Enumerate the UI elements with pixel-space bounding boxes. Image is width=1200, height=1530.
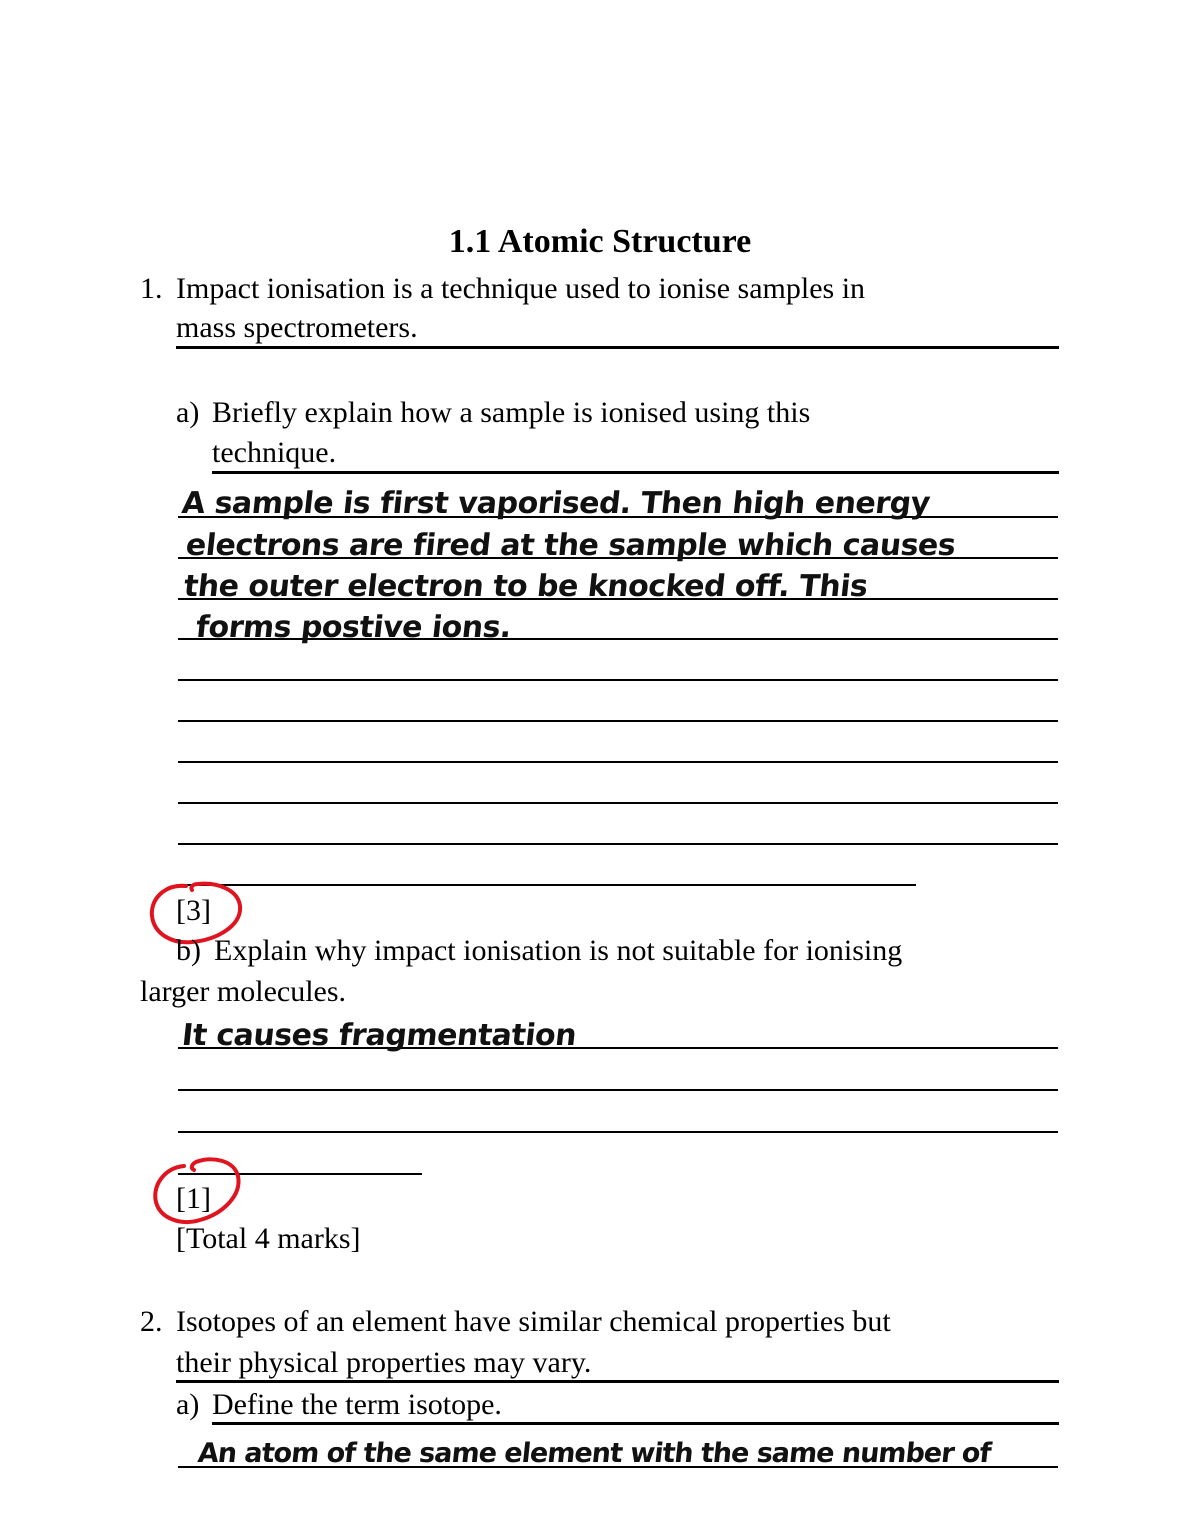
writing-line [178, 884, 916, 886]
writing-line [178, 1089, 1058, 1091]
q2-stem-line2: their physical properties may vary. [176, 1346, 592, 1379]
q2a-prompt: Define the term isotope. [212, 1388, 502, 1421]
q1b-prompt-line2: larger molecules. [140, 975, 347, 1008]
q1b-mark-circle-icon [150, 1156, 246, 1228]
writing-line [178, 843, 1058, 845]
q1a-answer-line3: the outer electron to be knocked off. This [182, 569, 870, 604]
q2-stem-line1: Isotopes of an element have similar chemical properties but [176, 1305, 891, 1338]
q1a-prompt-line2: technique. [212, 436, 337, 469]
q1-stem-underline [176, 346, 1059, 349]
q1a-answer-line1: A sample is first vaporised. Then high energy [180, 486, 932, 521]
q1b-prompt-line1: Explain why impact ionisation is not suitable for ionising [214, 934, 903, 967]
writing-line [178, 720, 1058, 722]
q2a-answer-line1: An atom of the same element with the same number of [196, 1438, 992, 1469]
q1a-prompt-underline [212, 471, 1059, 474]
q2-stem-underline [176, 1380, 1059, 1383]
writing-line [178, 761, 1058, 763]
q1b-answer-line1: It causes fragmentation [180, 1018, 578, 1053]
q1a-marks: [3] [176, 894, 211, 927]
page-title: 1.1 Atomic Structure [448, 223, 752, 260]
q1-total-marks: [Total 4 marks] [176, 1222, 361, 1255]
q1a-prompt-line1: Briefly explain how a sample is ionised using this [212, 396, 811, 429]
q1-stem-line1: Impact ionisation is a technique used to ionise samples in [176, 272, 866, 305]
q1a-answer-line4: forms postive ions. [194, 610, 513, 645]
writing-line [178, 1131, 1058, 1133]
q2a-label: a) [176, 1388, 200, 1421]
q1-number: 1. [140, 272, 163, 305]
q2-number: 2. [140, 1305, 163, 1338]
q1-stem-line2: mass spectrometers. [176, 311, 418, 344]
writing-line [178, 679, 1058, 681]
q1b-marks: [1] [176, 1182, 211, 1215]
q2a-prompt-underline [212, 1422, 1059, 1425]
q1a-answer-line2: electrons are fired at the sample which causes [184, 528, 958, 563]
q1b-label: b) [176, 934, 201, 967]
writing-line [178, 802, 1058, 804]
q1a-label: a) [176, 396, 200, 429]
